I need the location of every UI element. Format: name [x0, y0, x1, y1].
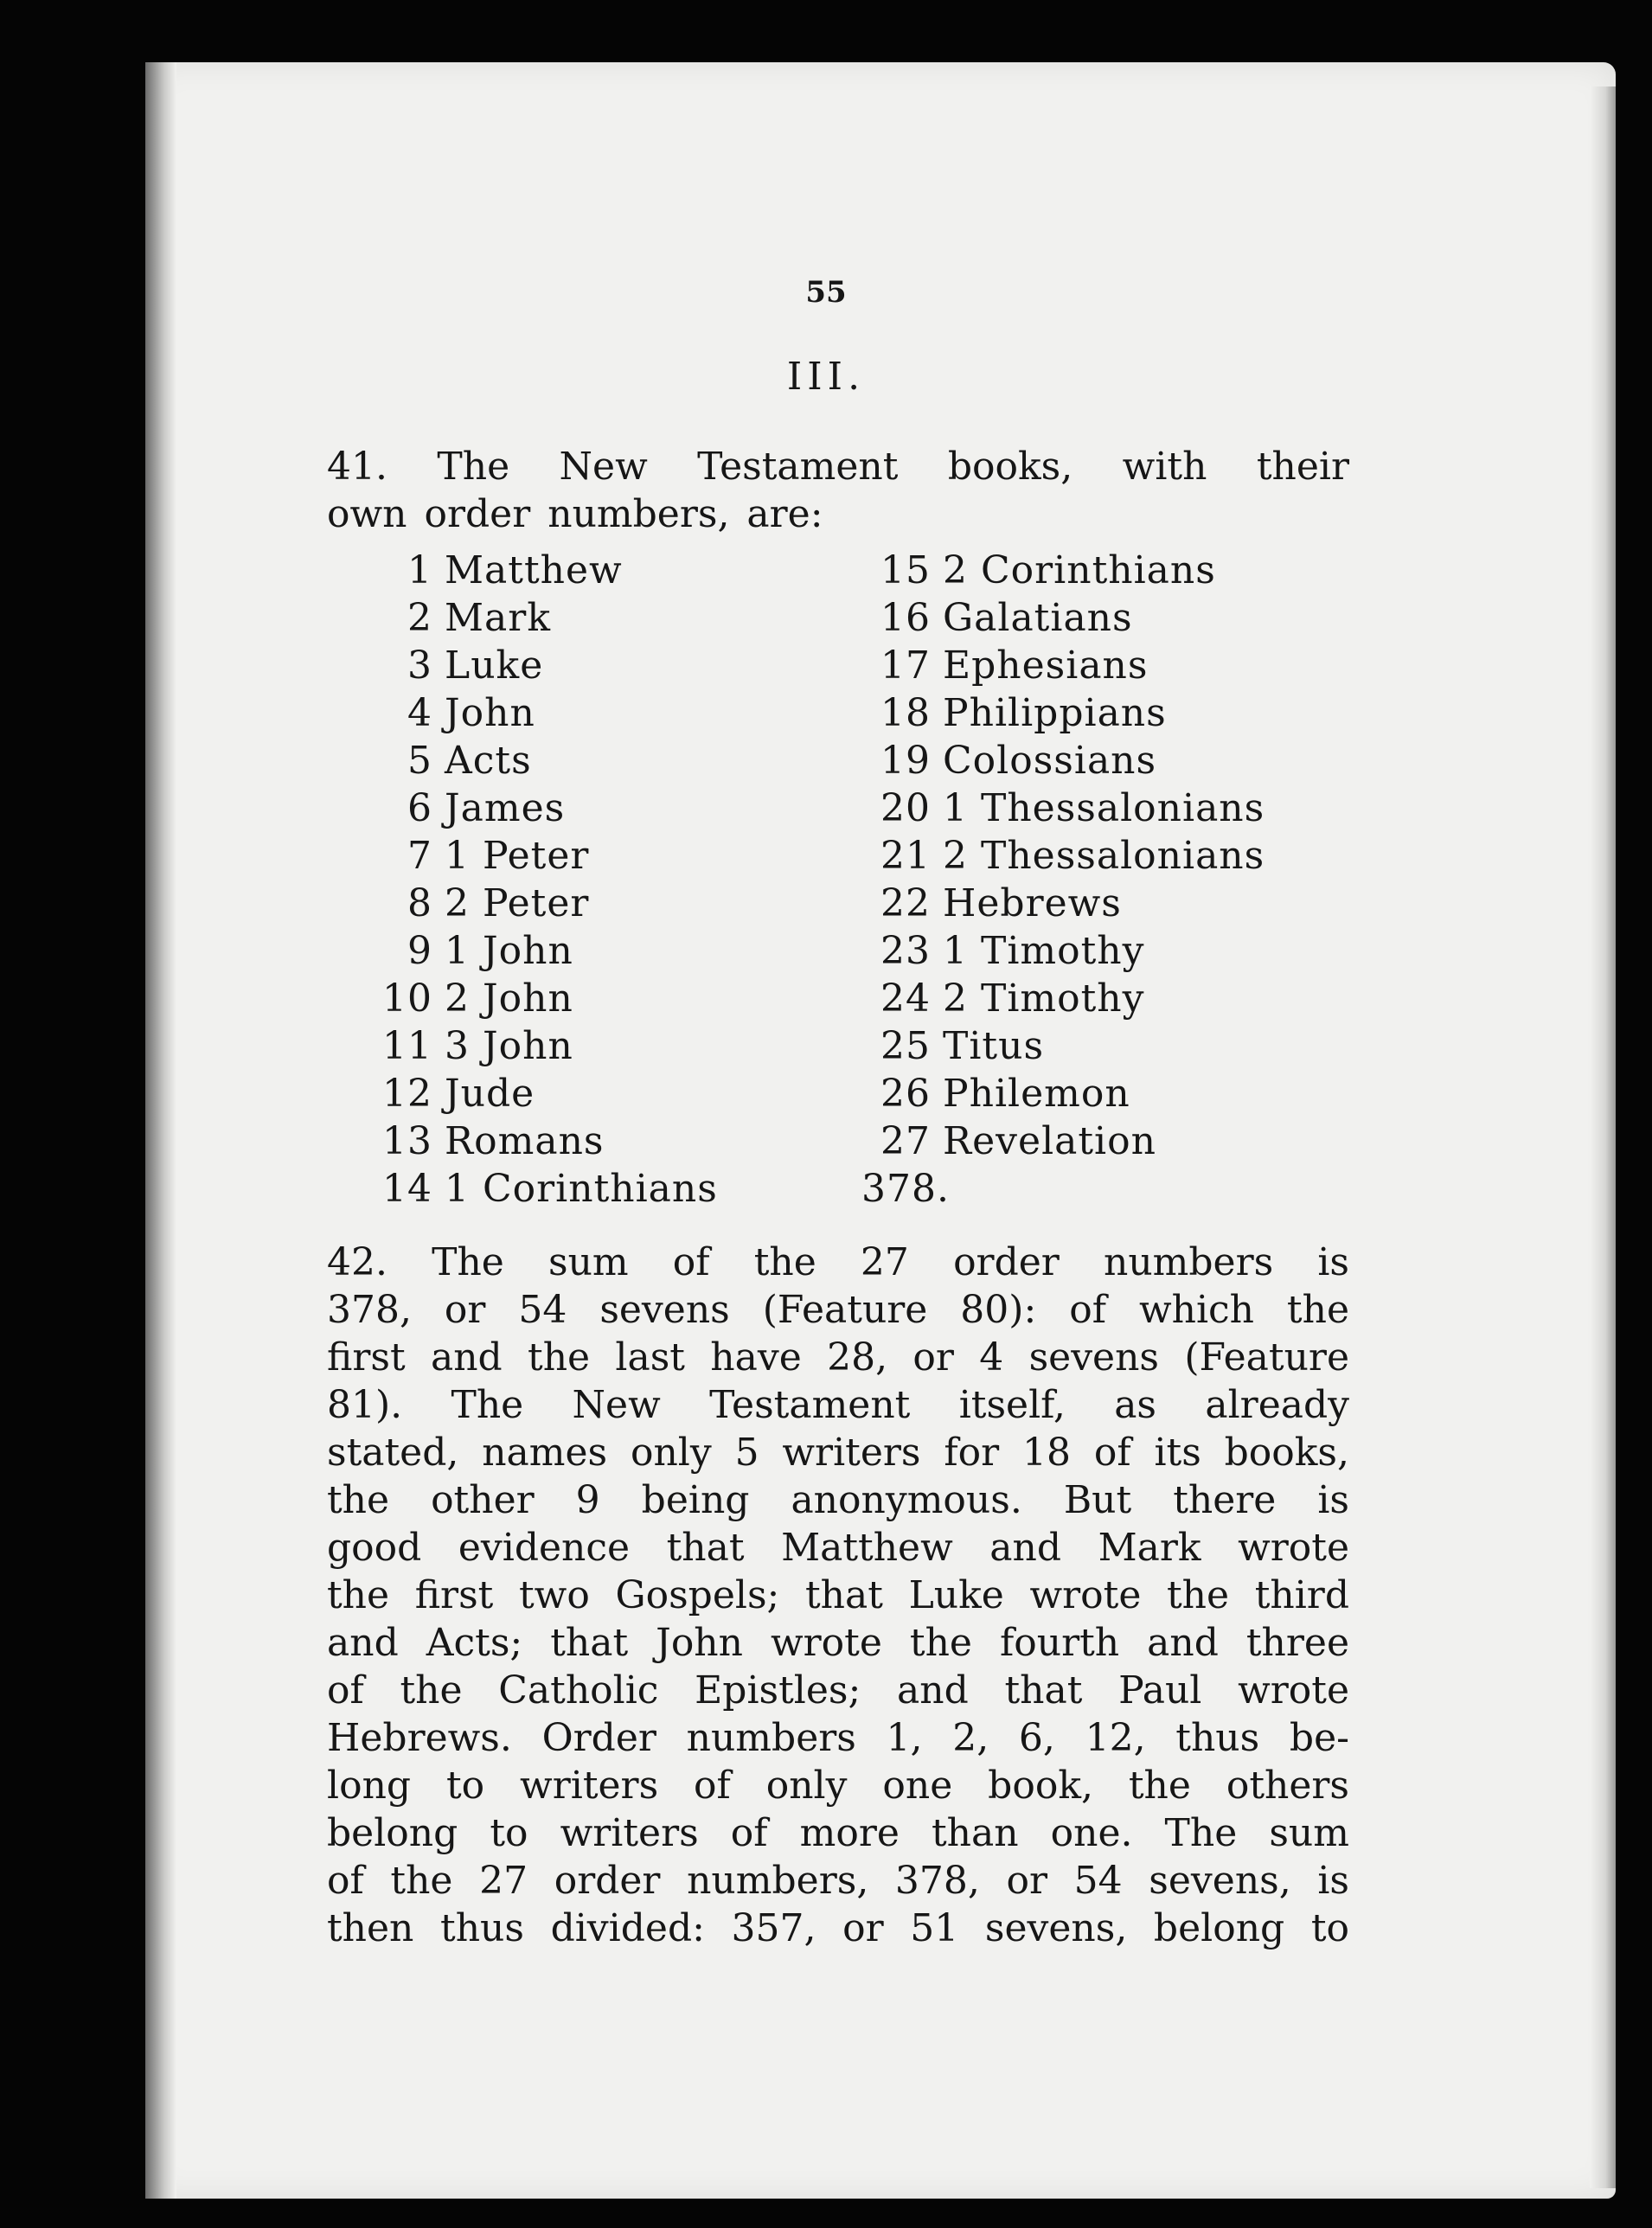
book-name: 1 Corinthians — [445, 1167, 718, 1211]
order-number: 26 — [880, 1072, 931, 1116]
body-line: 378, or 54 sevens (Feature 80): of which the — [327, 1288, 1349, 1332]
book-row — [861, 832, 1265, 880]
order-number: 20 — [880, 786, 931, 830]
book-row — [861, 547, 1265, 594]
book-row — [363, 1070, 718, 1117]
body-line: good evidence that Matthew and Mark wrote — [327, 1526, 1349, 1570]
book-list-right — [861, 547, 1265, 1213]
order-number: 16 — [880, 596, 931, 640]
order-number: 27 — [880, 1119, 931, 1163]
book-row — [363, 547, 718, 594]
body-line: belong to writers of more than one. The sum — [327, 1811, 1349, 1855]
book-row — [363, 594, 718, 642]
book-name: Titus — [943, 1024, 1045, 1068]
book-row — [363, 1022, 718, 1070]
book-row — [861, 594, 1265, 642]
book-name: Ephesians — [943, 643, 1149, 688]
book-name: Mark — [445, 596, 551, 640]
book-row — [861, 737, 1265, 784]
book-name: Matthew — [445, 548, 623, 592]
order-number: 24 — [880, 976, 931, 1021]
body-line: of the Catholic Epistles; and that Paul wrote — [327, 1668, 1349, 1713]
order-number: 12 — [382, 1072, 432, 1116]
body-line: of the 27 order numbers, 378, or 54 sevens, is — [327, 1859, 1349, 1903]
order-number: 17 — [880, 643, 931, 688]
book-name: Hebrews — [943, 881, 1122, 925]
book-row — [363, 927, 718, 975]
body-line: 42. The sum of the 27 order numbers is — [327, 1240, 1349, 1284]
order-number: 18 — [880, 691, 931, 735]
book-name: 2 John — [445, 976, 573, 1021]
book-row — [363, 880, 718, 927]
order-number-total: 378. — [861, 1167, 950, 1211]
order-number: 2 — [407, 596, 432, 640]
book-row — [861, 642, 1265, 689]
book-row — [363, 975, 718, 1022]
order-number: 1 — [407, 548, 432, 592]
intro-line: 41. The New Testament books, with their — [327, 445, 1349, 489]
order-number: 11 — [382, 1024, 432, 1068]
book-name: Romans — [445, 1119, 605, 1163]
order-number: 21 — [880, 834, 931, 878]
body-line: the first two Gospels; that Luke wrote the third — [327, 1573, 1349, 1617]
book-name: Luke — [445, 643, 544, 688]
book-name: Galatians — [943, 596, 1133, 640]
order-number: 6 — [407, 786, 432, 830]
order-number: 22 — [880, 881, 931, 925]
order-number: 23 — [880, 929, 931, 973]
book-row — [861, 689, 1265, 737]
book-name: Colossians — [943, 739, 1157, 783]
order-number: 4 — [407, 691, 432, 735]
book-row — [861, 975, 1265, 1022]
book-row — [861, 927, 1265, 975]
body-line: and Acts; that John wrote the fourth and three — [327, 1621, 1349, 1665]
book-name: Acts — [445, 739, 532, 783]
page-number: 55 — [805, 275, 847, 310]
book-name: 1 John — [445, 929, 573, 973]
order-number: 9 — [407, 929, 432, 973]
order-number: 25 — [880, 1024, 931, 1068]
book-row — [363, 1117, 718, 1165]
order-number: 15 — [880, 548, 931, 592]
body-paragraph — [327, 1239, 1349, 1952]
book-name: 2 Corinthians — [943, 548, 1216, 592]
book-total-row — [861, 1165, 1265, 1213]
book-row — [861, 1022, 1265, 1070]
book-list-left — [363, 547, 718, 1213]
book-row — [861, 1070, 1265, 1117]
order-number: 13 — [382, 1119, 432, 1163]
book-row — [363, 689, 718, 737]
book-name: 2 Timothy — [943, 976, 1145, 1021]
order-number: 5 — [407, 739, 432, 783]
book-name: James — [445, 786, 566, 830]
order-number: 3 — [407, 643, 432, 688]
body-line: long to writers of only one book, the others — [327, 1764, 1349, 1808]
book-name: 2 Peter — [445, 881, 590, 925]
order-number: 8 — [407, 881, 432, 925]
book-name: Revelation — [943, 1119, 1156, 1163]
body-line: then thus divided: 357, or 51 sevens, belong to — [327, 1906, 1349, 1950]
order-number: 7 — [407, 834, 432, 878]
book-name: 1 Thessalonians — [943, 786, 1265, 830]
body-line: Hebrews. Order numbers 1, 2, 6, 12, thus be- — [327, 1716, 1349, 1760]
body-line: 81). The New Testament itself, as already — [327, 1383, 1349, 1427]
book-row — [861, 784, 1265, 832]
book-row — [363, 642, 718, 689]
order-number: 14 — [382, 1167, 432, 1211]
book-row — [363, 832, 718, 880]
intro-paragraph — [327, 443, 1349, 538]
intro-line: own order numbers, are: — [327, 492, 823, 536]
book-name: 3 John — [445, 1024, 573, 1068]
book-row — [861, 880, 1265, 927]
book-row — [363, 784, 718, 832]
order-number: 10 — [382, 976, 432, 1021]
book-name: 1 Peter — [445, 834, 590, 878]
book-row — [861, 1117, 1265, 1165]
page-edge-shadow — [1590, 86, 1616, 2188]
book-row — [363, 1165, 718, 1213]
book-row — [363, 737, 718, 784]
order-number: 19 — [880, 739, 931, 783]
body-line: the other 9 being anonymous. But there is — [327, 1478, 1349, 1522]
body-line: first and the last have 28, or 4 sevens (Feature — [327, 1335, 1349, 1380]
book-name: John — [445, 691, 535, 735]
book-name: 1 Timothy — [943, 929, 1145, 973]
book-name: Philemon — [943, 1072, 1130, 1116]
body-line: stated, names only 5 writers for 18 of its books, — [327, 1431, 1349, 1475]
book-name: 2 Thessalonians — [943, 834, 1265, 878]
book-name: Philippians — [943, 691, 1167, 735]
section-heading: III. — [786, 355, 866, 399]
book-name: Jude — [445, 1072, 535, 1116]
